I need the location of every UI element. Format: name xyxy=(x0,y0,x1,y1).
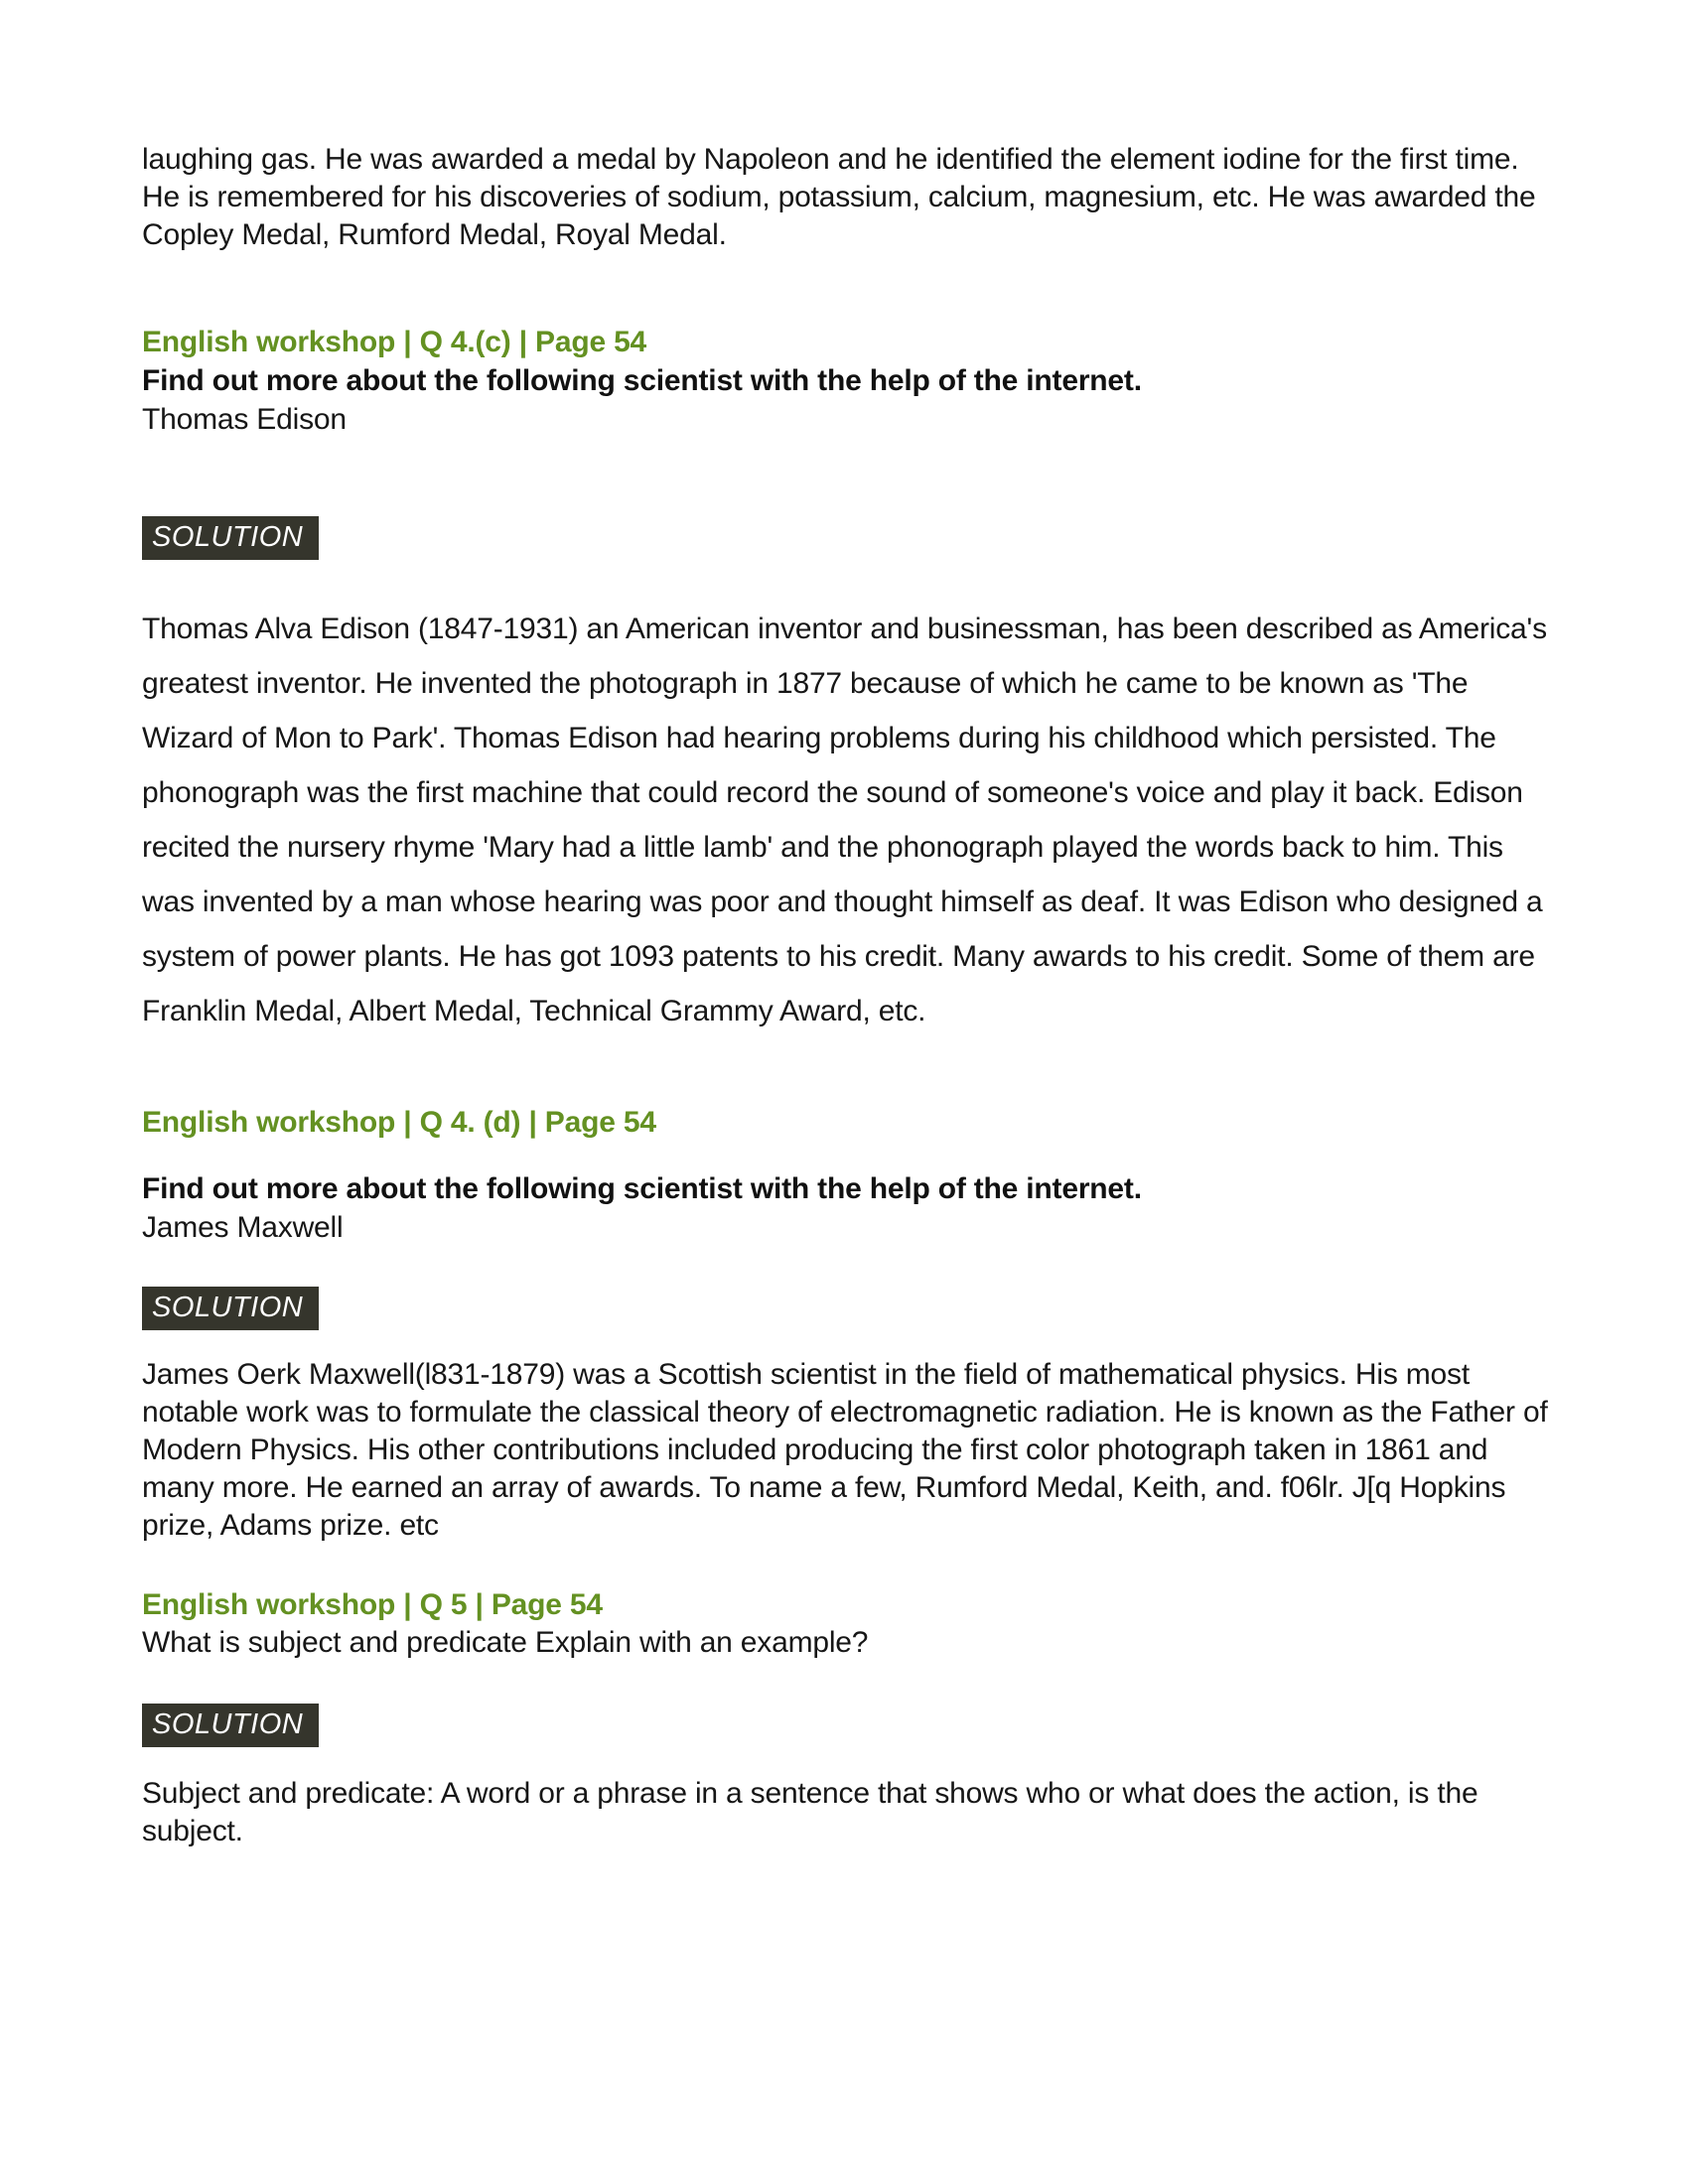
question-subject-q4c: Thomas Edison xyxy=(142,403,347,436)
intro-paragraph: laughing gas. He was awarded a medal by Napoleon and he identified the element iodine for the first time. He is remembered for his discoveries of sodium, potassium, calcium, magnesium, etc. He was awarded the Copley Medal, Rumford Medal, Royal Medal. xyxy=(142,143,1536,251)
question-subject-q4d: James Maxwell xyxy=(142,1211,344,1244)
section-heading-q5: English workshop | Q 5 | Page 54 xyxy=(142,1588,603,1621)
answer-q4c: Thomas Alva Edison (1847-1931) an American inventor and businessman, has been described as America's greatest inventor. He invented the photograph in 1877 because of which he came to be known as 'The Wizard of Mon to Park'. Thomas Edison had hearing problems during his childhood which persisted. The phonograph was the first machine that could record the sound of someone's voice and play it back. Edison recited the nursery rhyme 'Mary had a little lamb' and the phonograph played the words back to him. This was invented by a man whose hearing was poor and thought himself as deaf. It was Edison who designed a system of power plants. He has got 1093 patents to his credit. Many awards to his credit. Some of them are Franklin Medal, Albert Medal, Technical Grammy Award, etc. xyxy=(142,613,1547,1027)
solution-badge: SOLUTION xyxy=(142,1287,319,1330)
solution-badge: SOLUTION xyxy=(142,1704,319,1747)
question-q5: What is subject and predicate Explain with an example? xyxy=(142,1626,869,1659)
solution-badge-row xyxy=(142,1287,1551,1330)
section-heading-q4d: English workshop | Q 4. (d) | Page 54 xyxy=(142,1106,656,1139)
solution-badge-row xyxy=(142,516,1551,560)
solution-badge: SOLUTION xyxy=(142,516,319,560)
section-heading-q4c: English workshop | Q 4.(c) | Page 54 xyxy=(142,326,647,358)
answer-q4d: James Oerk Maxwell(l831-1879) was a Scottish scientist in the field of mathematical physics. His most notable work was to formulate the classical theory of electromagnetic radiation. He is known as the Father of Modern Physics. His other contributions included producing the first color photograph taken in 1861 and many more. He earned an array of awards. To name a few, Rumford Medal, Keith, and. f06lr. J[q Hopkins prize, Adams prize. etc xyxy=(142,1358,1548,1542)
question-bold-q4d: Find out more about the following scientist with the help of the internet. xyxy=(142,1172,1142,1205)
question-bold-q4c: Find out more about the following scientist with the help of the internet. xyxy=(142,364,1142,397)
answer-q5: Subject and predicate: A word or a phrase in a sentence that shows who or what does the action, is the subject. xyxy=(142,1777,1478,1847)
solution-badge-row xyxy=(142,1704,1551,1747)
